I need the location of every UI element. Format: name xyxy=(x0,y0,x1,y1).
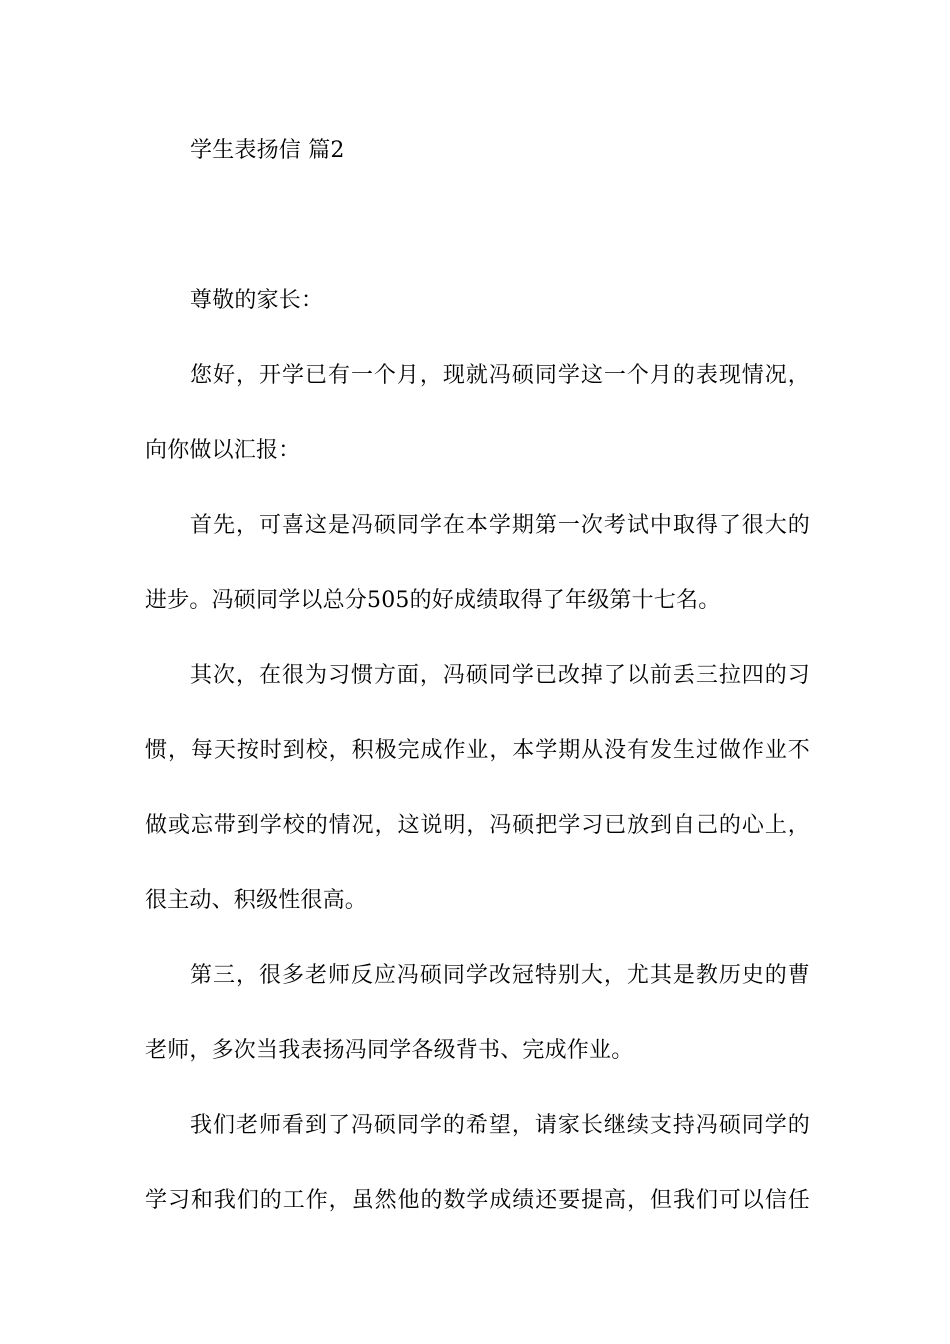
paragraph-line: 进步。冯硕同学以总分505的好成绩取得了年级第十七名。 xyxy=(145,588,721,613)
paragraph-line: 其次，在很为习惯方面，冯硕同学已改掉了以前丢三拉四的习 xyxy=(190,663,810,688)
paragraph-line: 首先，可喜这是冯硕同学在本学期第一次考试中取得了很大的 xyxy=(190,513,810,538)
paragraph-line: 很主动、积级性很高。 xyxy=(145,888,368,913)
paragraph-line: 老师，多次当我表扬冯同学各级背书、完成作业。 xyxy=(145,1038,634,1063)
document-title: 学生表扬信 篇2 xyxy=(190,138,345,163)
paragraph-line: 第三，很多老师反应冯硕同学改冠特别大，尤其是教历史的曹 xyxy=(190,963,810,988)
paragraph-line: 您好，开学已有一个月，现就冯硕同学这一个月的表现情况， xyxy=(190,363,810,388)
salutation: 尊敬的家长： xyxy=(190,288,324,313)
paragraph-line: 我们老师看到了冯硕同学的希望，请家长继续支持冯硕同学的 xyxy=(190,1113,810,1138)
paragraph-line: 向你做以汇报： xyxy=(145,438,301,463)
paragraph-line: 做或忘带到学校的情况，这说明，冯硕把学习已放到自己的心上， xyxy=(145,813,810,838)
paragraph-line: 惯，每天按时到校，积极完成作业，本学期从没有发生过做作业不 xyxy=(145,738,810,763)
paragraph-line: 学习和我们的工作，虽然他的数学成绩还要提高，但我们可以信任 xyxy=(145,1188,810,1213)
